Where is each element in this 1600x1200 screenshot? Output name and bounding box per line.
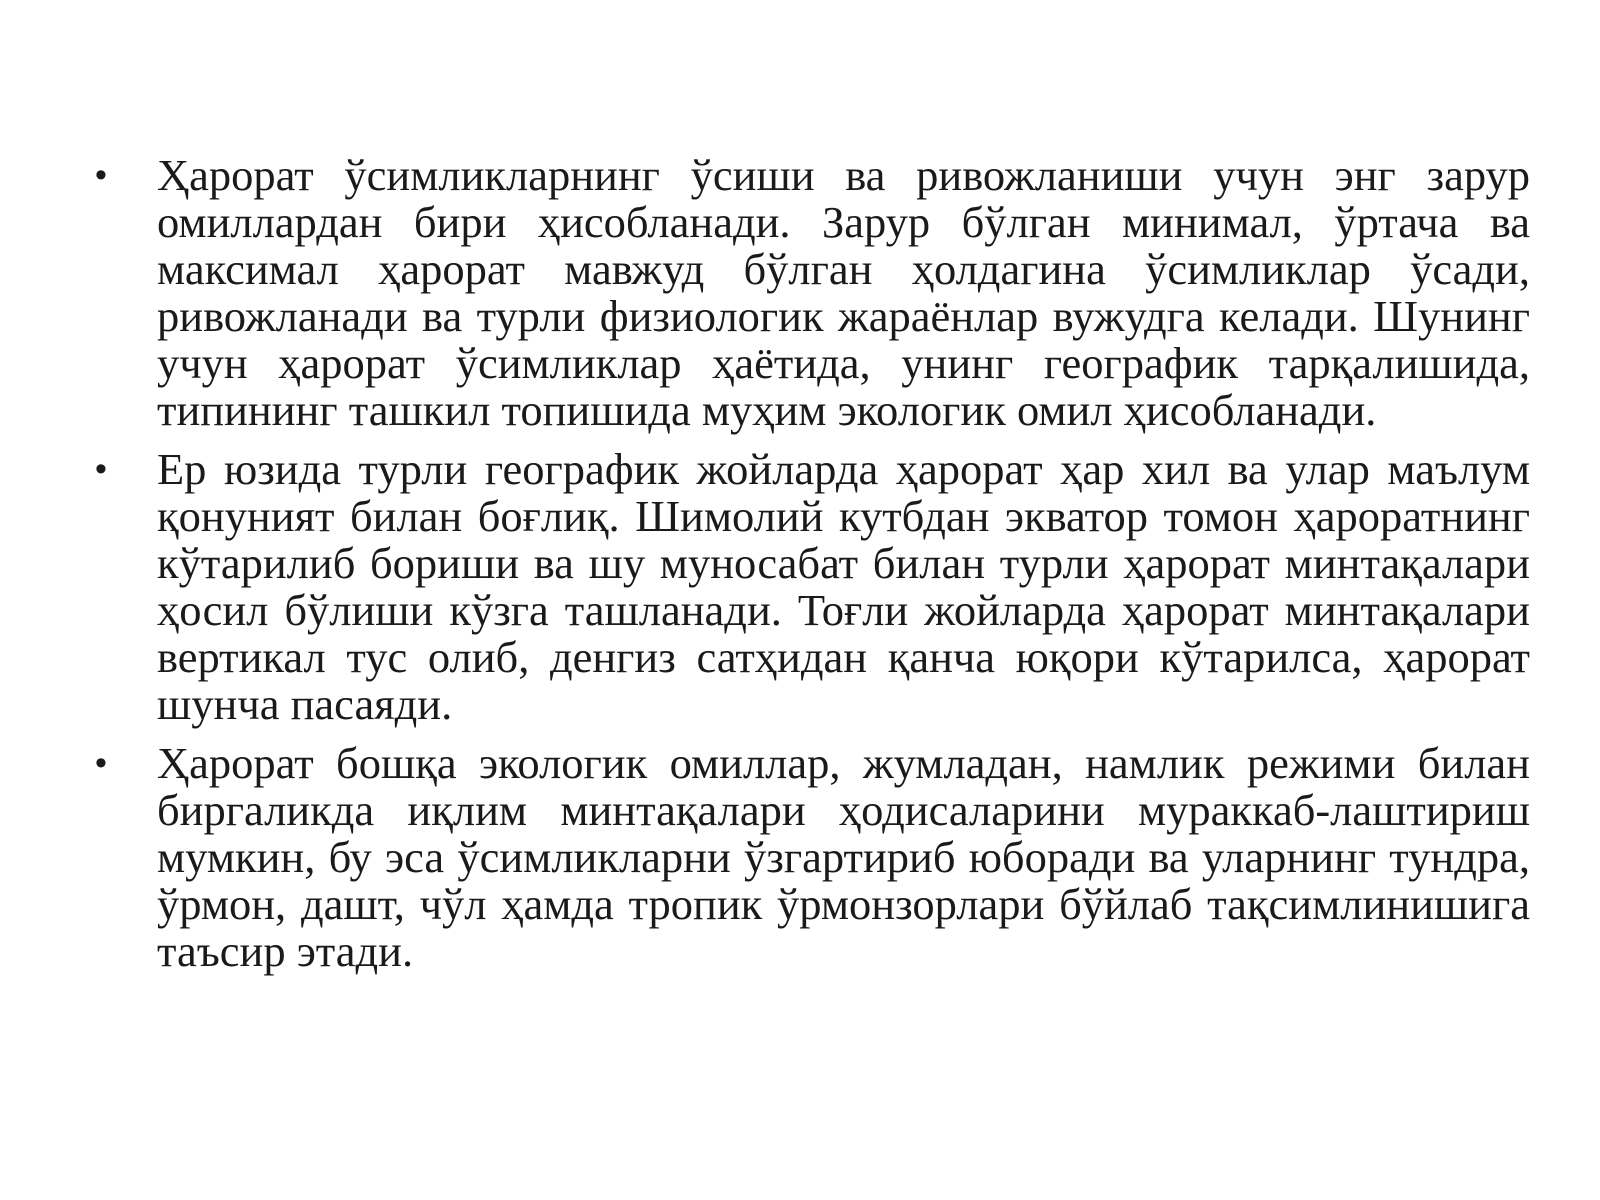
bullet-item-geographic-temperature: [95, 446, 1530, 728]
bullet-text: Ҳарорат бошқа экологик омиллар, жумладан, намлик режими билан биргаликда иқлим минтақалари ҳодисаларини мураккаб-лаштириш мумкин, бу эса ўсимликларни ўзгартириб юборади ва уларнинг тундра, ўрмон, дашт, чўл ҳамда тропик ўрмонзорлари бўйлаб тақсимлинишига таъсир этади.: [157, 738, 1530, 976]
slide-content: [95, 152, 1530, 987]
bullet-item-climate-zones: [95, 740, 1530, 975]
bullet-item-temperature-importance: [95, 152, 1530, 434]
bullet-text: Ҳарорат ўсимликларнинг ўсиши ва ривожланиши учун энг зарур омиллардан бири ҳисобланади. Зарур бўлган минимал, ўртача ва максимал ҳарорат мавжуд бўлган ҳолдагина ўсимликлар ўсади, ривожланади ва турли физиологик жараёнлар вужудга келади. Шунинг учун ҳарорат ўсимликлар ҳаётида, унинг географик тарқалишида, типининг ташкил топишида муҳим экологик омил ҳисобланади.: [157, 150, 1530, 435]
bullet-list: [95, 152, 1530, 975]
bullet-marker: •: [95, 156, 107, 194]
bullet-marker: •: [95, 744, 107, 782]
bullet-text: Ер юзида турли географик жойларда ҳарорат ҳар хил ва улар маълум қонуният билан боғлиқ. Шимолий кутбдан экватор томон ҳароратнинг кўтарилиб бориши ва шу муносабат билан турли ҳарорат минтақалари ҳосил бўлиши кўзга ташланади. Тоғли жойларда ҳарорат минтақалари вертикал тус олиб, денгиз сатҳидан қанча юқори кўтарилса, ҳарорат шунча пасаяди.: [157, 444, 1530, 729]
bullet-marker: •: [95, 450, 107, 488]
